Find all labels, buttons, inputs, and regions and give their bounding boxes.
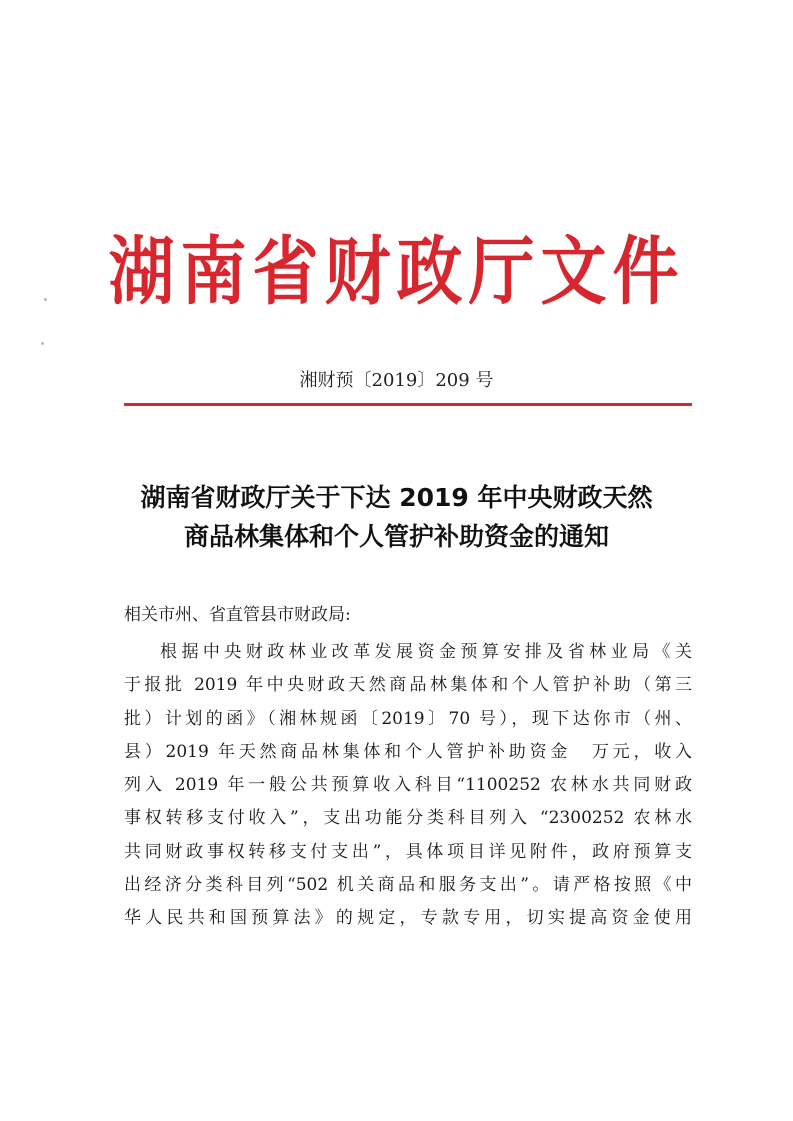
body-line: 共同财政事权转移支付支出”，具体项目详见附件，政府预算支 <box>124 841 692 862</box>
body-text <box>124 636 692 936</box>
scan-speck <box>41 342 44 345</box>
document-title <box>0 478 793 556</box>
title-line-2: 商品林集体和个人管护补助资金的通知 <box>183 522 609 551</box>
body-line: 县）2019 年天然商品林集体和个人管护补助资金 万元，收入 <box>124 741 692 762</box>
body-line: 根据中央财政林业改革发展资金预算安排及省林业局《关 <box>160 642 692 662</box>
red-divider-rule <box>124 403 692 406</box>
body-line: 华人民共和国预算法》的规定，专款专用，切实提高资金使用 <box>124 908 692 929</box>
masthead-title: 湖南省财政厅文件 <box>108 228 685 315</box>
body-line: 列入 2019 年一般公共预算收入科目“1100252 农林水共同财政 <box>124 775 692 796</box>
title-line-1: 湖南省财政厅关于下达 2019 年中央财政天然 <box>140 483 653 512</box>
body-line: 批）计划的函》（湘林规函〔2019〕70 号），现下达你市（州、 <box>124 708 692 729</box>
body-line: 事权转移支付收入”，支出功能分类科目列入 “2300252 农林水 <box>124 808 692 829</box>
document-number: 湘财预〔2019〕209 号 <box>299 370 494 391</box>
addressee: 相关市州、省直管县市财政局: <box>124 605 351 625</box>
body-line: 于报批 2019 年中央财政天然商品林集体和个人管护补助（第三 <box>124 675 692 696</box>
body-line: 出经济分类科目列“502 机关商品和服务支出”。请严格按照《中 <box>124 875 692 896</box>
